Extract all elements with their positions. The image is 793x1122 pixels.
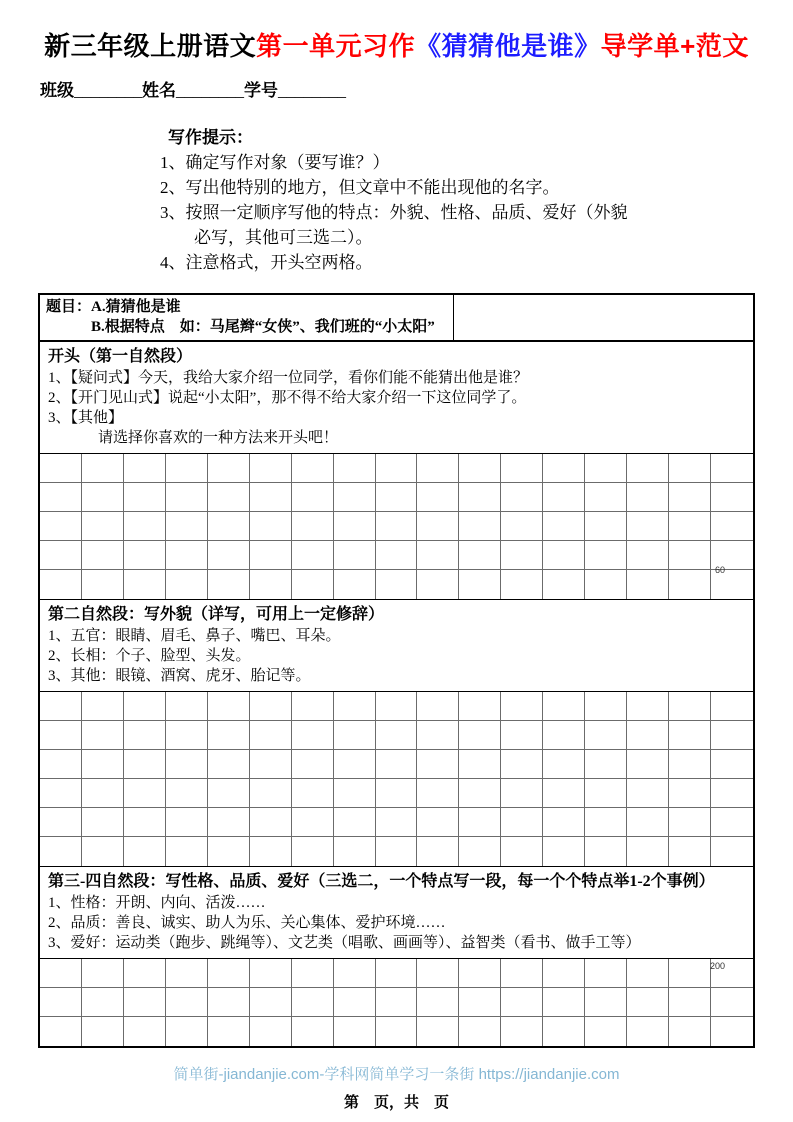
writing-grid-cell — [40, 570, 82, 599]
writing-grid-cell — [250, 959, 292, 988]
writing-grid-cell — [82, 779, 124, 808]
title-part-course: 新三年级上册语文 — [44, 31, 257, 61]
writing-grid-cell — [40, 454, 82, 483]
writing-grid-cell — [334, 837, 376, 866]
writing-grid-cell — [334, 988, 376, 1017]
writing-grid-cell — [124, 454, 166, 483]
writing-grid-cell — [334, 750, 376, 779]
worksheet-table — [38, 293, 755, 1048]
writing-grid-cell — [292, 692, 334, 721]
writing-grid-cell — [627, 750, 669, 779]
writing-grid-cell — [669, 570, 711, 599]
writing-grid-cell — [585, 988, 627, 1017]
writing-grid-cell — [292, 808, 334, 837]
opening-method-choose-hint: 请选择你喜欢的一种方法来开头吧！ — [98, 430, 339, 446]
writing-grid-cell — [417, 692, 459, 721]
writing-grid-cell — [124, 837, 166, 866]
tip-line-2: 2、写出他特别的地方，但文章中不能出现他的名字。 — [160, 178, 560, 197]
writing-grid-cell — [376, 483, 418, 512]
writing-grid-cell — [501, 837, 543, 866]
writing-grid-cell — [292, 721, 334, 750]
writing-grid-cell — [82, 959, 124, 988]
tip-line-4: 4、注意格式，开头空两格。 — [160, 253, 373, 272]
writing-grid-cell — [166, 750, 208, 779]
writing-grid-cell — [543, 570, 585, 599]
writing-grid-cell — [208, 837, 250, 866]
writing-grid-cell — [417, 750, 459, 779]
writing-grid-cell — [376, 750, 418, 779]
opening-method-other: 3、【其他】 — [48, 410, 124, 426]
writing-grid-cell — [166, 692, 208, 721]
tip-line-3-continued: 必写，其他可三选二）。 — [194, 228, 373, 247]
writing-grid-cell — [711, 483, 753, 512]
writing-grid-cell — [459, 692, 501, 721]
appearance-others: 3、其他：眼镜、酒窝、虎牙、胎记等。 — [48, 668, 311, 684]
writing-grid-cell — [208, 779, 250, 808]
tips-heading: 写作提示： — [168, 128, 253, 147]
writing-grid-cell — [543, 541, 585, 570]
writing-grid-cell — [543, 808, 585, 837]
writing-grid-cell — [82, 837, 124, 866]
writing-grid-cell — [417, 779, 459, 808]
writing-grid-cell — [40, 837, 82, 866]
writing-grid-cell — [711, 779, 753, 808]
writing-grid-cell — [166, 512, 208, 541]
writing-grid-cell — [292, 779, 334, 808]
name-blank: ________ — [176, 81, 244, 100]
writing-grid-cell — [334, 541, 376, 570]
writing-grid-cell — [250, 570, 292, 599]
writing-grid-cell — [82, 808, 124, 837]
writing-grid-cell — [627, 837, 669, 866]
writing-grid-cell — [124, 512, 166, 541]
writing-grid-cell — [627, 541, 669, 570]
writing-grid-cell — [543, 837, 585, 866]
writing-grid-cell — [40, 483, 82, 512]
writing-grid-cell — [585, 541, 627, 570]
writing-grid-cell — [459, 454, 501, 483]
writing-grid-cell — [334, 692, 376, 721]
writing-grid-cell — [459, 779, 501, 808]
writing-grid-cell — [627, 1017, 669, 1046]
writing-grid-cell — [501, 808, 543, 837]
writing-grid-1-wrap — [40, 454, 753, 599]
writing-grid-cell — [669, 988, 711, 1017]
writing-grid-cell — [40, 692, 82, 721]
writing-grid-cell — [208, 692, 250, 721]
writing-grid-cell — [585, 454, 627, 483]
writing-grid-cell — [208, 570, 250, 599]
writing-grid-cell — [501, 750, 543, 779]
writing-grid-cell — [250, 808, 292, 837]
writing-grid-cell — [250, 750, 292, 779]
writing-grid-cell — [208, 721, 250, 750]
writing-grid-cell — [711, 1017, 753, 1046]
section-appearance-heading: 第二自然段：写外貌（详写，可用上一定修辞） — [48, 606, 385, 623]
writing-grid-cell — [292, 483, 334, 512]
writing-grid-cell — [669, 454, 711, 483]
writing-grid-cell — [82, 988, 124, 1017]
writing-grid-cell — [82, 570, 124, 599]
writing-grid-cell — [334, 779, 376, 808]
writing-grid-cell — [711, 808, 753, 837]
writing-grid-cell — [585, 721, 627, 750]
writing-grid-cell — [459, 570, 501, 599]
opening-method-direct: 2、【开门见山式】说起“小太阳”，那不得不给大家介绍一下这位同学了。 — [48, 390, 527, 406]
writing-grid-cell — [669, 512, 711, 541]
writing-grid-cell — [585, 1017, 627, 1046]
writing-grid-cell — [417, 837, 459, 866]
writing-grid-cell — [585, 570, 627, 599]
writing-grid-cell — [669, 541, 711, 570]
writing-grid-cell — [501, 1017, 543, 1046]
writing-grid-cell — [543, 512, 585, 541]
writing-grid-cell — [459, 721, 501, 750]
writing-grid-cell — [669, 750, 711, 779]
writing-grid-cell — [543, 721, 585, 750]
writing-grid-cell — [166, 721, 208, 750]
writing-grid-cell — [627, 988, 669, 1017]
traits-quality: 2、品质：善良、诚实、助人为乐、关心集体、爱护环境…… — [48, 915, 446, 931]
writing-grid-cell — [459, 750, 501, 779]
writing-grid-cell — [376, 988, 418, 1017]
writing-grid-cell — [124, 570, 166, 599]
writing-grid-cell — [208, 988, 250, 1017]
writing-grid-cell — [166, 808, 208, 837]
writing-grid-cell — [40, 721, 82, 750]
writing-grid-cell — [585, 837, 627, 866]
writing-grid-cell — [417, 808, 459, 837]
section-appearance-paragraph — [40, 599, 753, 866]
header-empty-cell — [454, 295, 753, 340]
writing-grid-cell — [292, 454, 334, 483]
title-part-unit: 第一单元习作 — [256, 31, 416, 61]
writing-grid-cell — [124, 988, 166, 1017]
writing-grid-3-wrap — [40, 959, 753, 1046]
writing-grid-cell — [376, 570, 418, 599]
writing-grid-cell — [334, 512, 376, 541]
writing-grid-cell — [166, 483, 208, 512]
table-header-row — [40, 295, 753, 342]
writing-grid-cell — [585, 692, 627, 721]
writing-grid-cell — [501, 692, 543, 721]
writing-grid-cell — [627, 779, 669, 808]
writing-grid-cell — [669, 808, 711, 837]
writing-grid-cell — [292, 837, 334, 866]
writing-grid-cell — [40, 808, 82, 837]
writing-grid-cell — [711, 454, 753, 483]
writing-grid-cell — [334, 721, 376, 750]
writing-grid-cell — [501, 570, 543, 599]
writing-grid-cell — [543, 750, 585, 779]
writing-grid-cell — [376, 454, 418, 483]
writing-grid-cell — [334, 483, 376, 512]
writing-grid-cell — [711, 837, 753, 866]
writing-grid-cell — [250, 512, 292, 541]
writing-grid-2 — [40, 692, 753, 866]
traits-hobby: 3、爱好：运动类（跑步、跳绳等）、文艺类（唱歌、画画等）、益智类（看书、做手工等） — [48, 935, 641, 951]
writing-grid-cell — [82, 750, 124, 779]
writing-grid-cell — [124, 959, 166, 988]
writing-grid-cell — [543, 779, 585, 808]
writing-grid-cell — [250, 1017, 292, 1046]
writing-grid-cell — [417, 541, 459, 570]
title-part-topic: 《猜猜他是谁》 — [415, 31, 601, 61]
section-traits-heading: 第三-四自然段：写性格、品质、爱好（三选二，一个特点写一段，每一个个特点举1-2个事例） — [48, 873, 715, 890]
writing-grid-cell — [250, 454, 292, 483]
writing-grid-cell — [208, 808, 250, 837]
writing-grid-cell — [166, 541, 208, 570]
writing-grid-cell — [292, 959, 334, 988]
writing-grid-cell — [501, 454, 543, 483]
writing-grid-cell — [82, 454, 124, 483]
writing-grid-cell — [711, 959, 753, 988]
writing-grid-cell — [376, 779, 418, 808]
writing-grid-cell — [669, 837, 711, 866]
writing-grid-cell — [501, 541, 543, 570]
writing-grid-cell — [669, 959, 711, 988]
writing-grid-cell — [376, 808, 418, 837]
section-traits-instructions — [40, 867, 753, 959]
writing-grid-cell — [501, 959, 543, 988]
student-info-line — [40, 76, 793, 101]
writing-grid-cell — [376, 959, 418, 988]
writing-grid-cell — [417, 454, 459, 483]
writing-grid-cell — [166, 454, 208, 483]
writing-grid-cell — [124, 692, 166, 721]
appearance-facial-features: 1、五官：眼睛、眉毛、鼻子、嘴巴、耳朵。 — [48, 628, 341, 644]
writing-grid-cell — [459, 512, 501, 541]
writing-grid-cell — [669, 692, 711, 721]
writing-grid-cell — [124, 541, 166, 570]
writing-grid-cell — [711, 541, 753, 570]
writing-grid-cell — [585, 779, 627, 808]
writing-grid-cell — [711, 750, 753, 779]
writing-grid-cell — [543, 1017, 585, 1046]
writing-grid-cell — [250, 483, 292, 512]
writing-grid-cell — [40, 779, 82, 808]
writing-grid-cell — [166, 1017, 208, 1046]
writing-grid-cell — [250, 721, 292, 750]
writing-grid-cell — [585, 483, 627, 512]
writing-grid-cell — [711, 512, 753, 541]
writing-grid-cell — [334, 959, 376, 988]
writing-grid-cell — [334, 454, 376, 483]
writing-grid-cell — [543, 988, 585, 1017]
writing-grid-cell — [166, 959, 208, 988]
writing-grid-cell — [417, 483, 459, 512]
writing-grid-cell — [543, 454, 585, 483]
writing-grid-cell — [208, 512, 250, 541]
title-option-a: 题目：A.猜猜他是谁 — [46, 299, 181, 315]
section-opening-heading: 开头（第一自然段） — [48, 348, 193, 365]
writing-grid-cell — [669, 1017, 711, 1046]
writing-grid-cell — [459, 959, 501, 988]
footer-watermark: 简单街-jiandanjie.com-学科网简单学习一条街 https://jiandanjie.com — [173, 1066, 620, 1083]
writing-grid-cell — [124, 721, 166, 750]
title-option-b: B.根据特点 如：马尾辫“女侠”、我们班的“小太阳” — [91, 319, 435, 335]
writing-grid-cell — [627, 692, 669, 721]
writing-grid-cell — [501, 483, 543, 512]
writing-grid-cell — [376, 541, 418, 570]
writing-grid-cell — [459, 837, 501, 866]
writing-grid-cell — [501, 988, 543, 1017]
writing-grid-cell — [543, 483, 585, 512]
writing-grid-cell — [459, 1017, 501, 1046]
writing-grid-cell — [82, 483, 124, 512]
writing-grid-cell — [250, 779, 292, 808]
class-blank: ________ — [74, 81, 142, 100]
writing-grid-cell — [82, 692, 124, 721]
writing-grid-cell — [711, 721, 753, 750]
writing-grid-cell — [292, 541, 334, 570]
writing-grid-cell — [459, 988, 501, 1017]
writing-grid-cell — [459, 483, 501, 512]
tip-line-3: 3、按照一定顺序写他的特点：外貌、性格、品质、爱好（外貌 — [160, 203, 628, 222]
writing-grid-cell — [124, 750, 166, 779]
traits-personality: 1、性格：开朗、内向、活泼…… — [48, 895, 266, 911]
writing-grid-cell — [501, 512, 543, 541]
writing-grid-cell — [292, 512, 334, 541]
writing-grid-cell — [292, 1017, 334, 1046]
writing-grid-cell — [292, 570, 334, 599]
page-number-line: 第 页，共 页 — [343, 1095, 449, 1111]
tip-line-1: 1、确定写作对象（要写谁？） — [160, 153, 390, 172]
writing-grid-cell — [417, 959, 459, 988]
writing-grid-cell — [376, 1017, 418, 1046]
writing-grid-cell — [124, 808, 166, 837]
writing-grid-cell — [40, 959, 82, 988]
writing-grid-cell — [334, 1017, 376, 1046]
writing-grid-cell — [627, 570, 669, 599]
writing-grid-cell — [627, 959, 669, 988]
writing-grid-cell — [627, 454, 669, 483]
writing-grid-cell — [250, 541, 292, 570]
writing-grid-cell — [334, 808, 376, 837]
writing-grid-cell — [250, 692, 292, 721]
writing-grid-cell — [40, 512, 82, 541]
page-title — [0, 0, 793, 63]
writing-grid-cell — [459, 541, 501, 570]
writing-grid-cell — [585, 808, 627, 837]
writing-grid-cell — [166, 837, 208, 866]
word-count-marker-60: 60 — [714, 565, 725, 575]
title-options-cell — [40, 295, 454, 340]
writing-grid-cell — [208, 483, 250, 512]
writing-tips — [160, 125, 793, 275]
writing-grid-cell — [669, 779, 711, 808]
writing-grid-cell — [40, 750, 82, 779]
writing-grid-cell — [585, 750, 627, 779]
writing-grid-cell — [334, 570, 376, 599]
writing-grid-cell — [40, 988, 82, 1017]
writing-grid-cell — [82, 512, 124, 541]
writing-grid-cell — [82, 721, 124, 750]
writing-grid-cell — [711, 988, 753, 1017]
writing-grid-cell — [627, 721, 669, 750]
appearance-looks: 2、长相：个子、脸型、头发。 — [48, 648, 251, 664]
writing-grid-cell — [250, 988, 292, 1017]
writing-grid-cell — [543, 692, 585, 721]
writing-grid-cell — [501, 779, 543, 808]
writing-grid-cell — [417, 570, 459, 599]
writing-grid-cell — [208, 1017, 250, 1046]
name-label: 姓名 — [142, 81, 176, 100]
writing-grid-cell — [208, 541, 250, 570]
writing-grid-cell — [376, 721, 418, 750]
writing-grid-cell — [417, 512, 459, 541]
writing-grid-cell — [543, 959, 585, 988]
writing-grid-cell — [627, 483, 669, 512]
writing-grid-cell — [376, 692, 418, 721]
writing-grid-cell — [711, 570, 753, 599]
writing-grid-cell — [585, 512, 627, 541]
id-blank: ________ — [278, 81, 346, 100]
class-label: 班级 — [40, 81, 74, 100]
opening-method-question: 1、【疑问式】今天，我给大家介绍一位同学，看你们能不能猜出他是谁？ — [48, 370, 529, 386]
title-part-type: 导学单+范文 — [600, 31, 749, 61]
writing-grid-cell — [459, 808, 501, 837]
writing-grid-3 — [40, 959, 753, 1046]
writing-grid-cell — [82, 541, 124, 570]
writing-grid-cell — [208, 959, 250, 988]
writing-grid-cell — [292, 750, 334, 779]
writing-grid-cell — [208, 750, 250, 779]
writing-grid-cell — [166, 570, 208, 599]
writing-grid-cell — [669, 721, 711, 750]
writing-grid-cell — [124, 1017, 166, 1046]
writing-grid-cell — [376, 512, 418, 541]
writing-grid-cell — [417, 1017, 459, 1046]
section-traits-paragraph — [40, 866, 753, 1046]
writing-grid-cell — [124, 779, 166, 808]
writing-grid-cell — [250, 837, 292, 866]
section-appearance-instructions — [40, 600, 753, 692]
writing-grid-cell — [417, 721, 459, 750]
writing-grid-cell — [82, 1017, 124, 1046]
writing-grid-cell — [669, 483, 711, 512]
writing-grid-2-wrap — [40, 692, 753, 866]
id-label: 学号 — [244, 81, 278, 100]
writing-grid-cell — [124, 483, 166, 512]
section-opening-paragraph — [40, 342, 753, 599]
writing-grid-cell — [40, 1017, 82, 1046]
writing-grid-cell — [627, 512, 669, 541]
writing-grid-cell — [40, 541, 82, 570]
writing-grid-cell — [166, 779, 208, 808]
writing-grid-cell — [711, 692, 753, 721]
writing-grid-cell — [208, 454, 250, 483]
writing-grid-cell — [501, 721, 543, 750]
writing-grid-cell — [585, 959, 627, 988]
writing-grid-cell — [376, 837, 418, 866]
writing-grid-cell — [292, 988, 334, 1017]
writing-grid-1 — [40, 454, 753, 599]
writing-grid-cell — [166, 988, 208, 1017]
writing-grid-cell — [417, 988, 459, 1017]
writing-grid-cell — [627, 808, 669, 837]
section-opening-instructions — [40, 342, 753, 454]
word-count-marker-200: 200 — [709, 961, 725, 971]
